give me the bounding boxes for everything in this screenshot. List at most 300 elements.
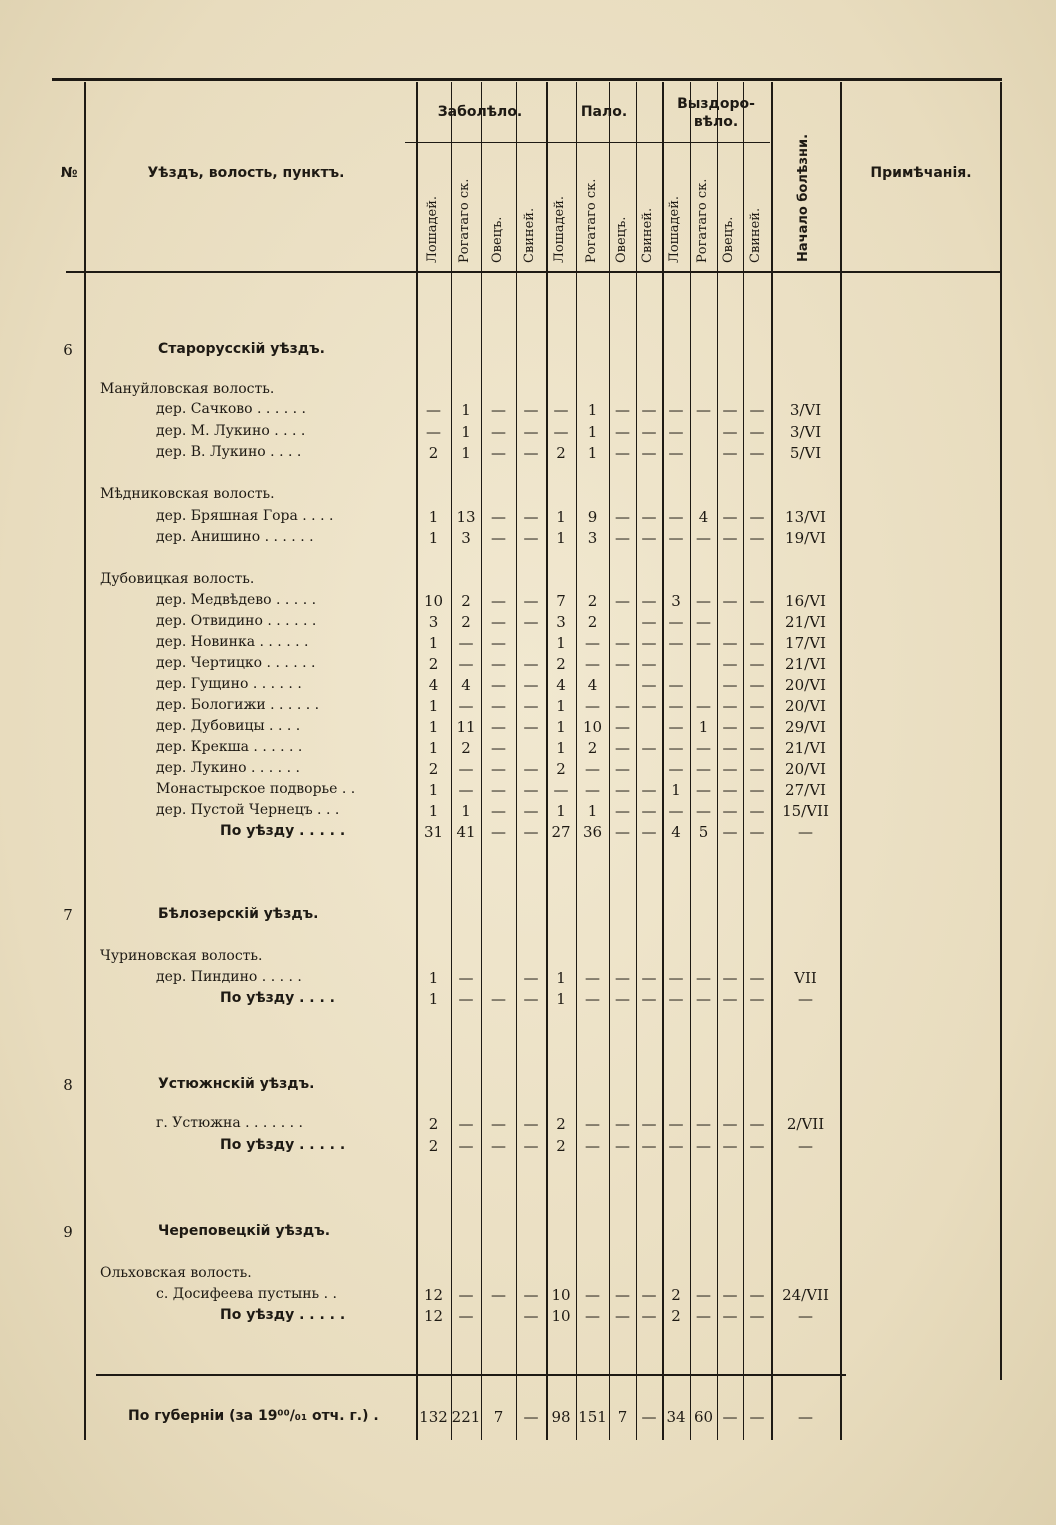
table-cell: — xyxy=(641,634,657,652)
table-cell: 2 xyxy=(587,739,598,757)
table-cell: 1 xyxy=(461,802,471,820)
table-cell: — xyxy=(615,444,630,462)
table-cell: — xyxy=(458,697,474,715)
table-cell: — xyxy=(696,1137,711,1155)
table-cell: — xyxy=(615,739,630,757)
table-cell: — xyxy=(722,1115,738,1133)
grand-total-cell: — xyxy=(523,1408,539,1426)
table-cell: — xyxy=(668,718,684,736)
table-cell: — xyxy=(668,508,684,526)
table-cell: 3 xyxy=(461,529,471,547)
table-cell: — xyxy=(426,423,441,441)
table-cell: — xyxy=(722,655,738,673)
table-cell: — xyxy=(722,676,738,694)
livestock-disease-table xyxy=(52,78,1002,1440)
table-cell: 10 xyxy=(551,1307,571,1325)
volost-name: Ольховская волость. xyxy=(100,1265,252,1281)
grand-total-cell: 7 xyxy=(493,1408,504,1426)
place-name: дер. Анишино . . . . . . xyxy=(156,529,314,545)
table-cell: — xyxy=(668,739,684,757)
table-cell: — xyxy=(696,969,711,987)
header-fell-ill: Заболѣло. xyxy=(437,104,523,120)
table-cell: 2 xyxy=(587,613,598,631)
table-cell: — xyxy=(615,718,630,736)
header-cattle-1: Рогатаго ск. xyxy=(457,178,472,263)
table-cell: — xyxy=(491,1137,506,1155)
table-cell: — xyxy=(615,990,630,1008)
table-cell: 1 xyxy=(428,508,439,526)
table-cell: — xyxy=(668,676,684,694)
table-cell: 13 xyxy=(456,508,476,526)
table-cell: 9 xyxy=(587,508,598,526)
table-cell: 2 xyxy=(461,739,471,757)
table-cell: 3 xyxy=(671,592,681,610)
table-cell: 2 xyxy=(428,1115,439,1133)
header-horses-1: Лошадей. xyxy=(424,195,440,263)
uezd-name: Бѣлозерскій уѣздъ. xyxy=(158,906,319,922)
table-cell: — xyxy=(749,990,765,1008)
table-cell: — xyxy=(749,969,765,987)
table-cell: — xyxy=(491,781,506,799)
table-cell: — xyxy=(668,401,684,419)
table-cell: — xyxy=(458,1286,474,1304)
table-cell: — xyxy=(615,823,630,841)
table-cell: 1 xyxy=(428,697,439,715)
table-cell: — xyxy=(615,423,630,441)
table-cell: — xyxy=(641,508,657,526)
table-cell: — xyxy=(641,401,657,419)
onset-date: 15/VII xyxy=(782,802,829,820)
place-name: дер. Сачково . . . . . . xyxy=(156,401,306,417)
table-cell: 31 xyxy=(423,823,444,841)
table-cell: — xyxy=(615,592,630,610)
table-cell: 1 xyxy=(428,781,439,799)
table-cell: 2 xyxy=(428,655,439,673)
table-cell: — xyxy=(641,781,657,799)
table-cell: — xyxy=(749,802,765,820)
table-cell: — xyxy=(668,1137,684,1155)
table-cell: — xyxy=(491,423,506,441)
table-cell: 3 xyxy=(587,529,598,547)
onset-date: 29/VI xyxy=(785,718,826,736)
table-cell: — xyxy=(722,697,738,715)
onset-date: 16/VI xyxy=(785,592,826,610)
table-cell: — xyxy=(722,969,738,987)
header-died: Пало. xyxy=(580,104,628,120)
onset-date: 3/VI xyxy=(789,401,822,419)
onset-date: 21/VI xyxy=(785,655,826,673)
table-cell: — xyxy=(458,1115,474,1133)
table-cell: — xyxy=(696,529,711,547)
table-cell: — xyxy=(641,1286,657,1304)
table-cell: — xyxy=(722,529,738,547)
table-cell: 1 xyxy=(556,739,566,757)
table-cell: 1 xyxy=(587,444,598,462)
table-cell: — xyxy=(668,613,684,631)
table-cell: — xyxy=(615,760,630,778)
table-cell: — xyxy=(523,401,539,419)
table-cell: — xyxy=(615,1307,630,1325)
table-cell: — xyxy=(458,655,474,673)
table-cell: — xyxy=(696,802,711,820)
table-cell: 10 xyxy=(582,718,603,736)
grand-total-onset: — xyxy=(798,1408,813,1426)
table-cell: 1 xyxy=(556,990,566,1008)
table-cell: — xyxy=(491,760,506,778)
table-cell: — xyxy=(641,423,657,441)
table-cell: — xyxy=(722,781,738,799)
table-cell: — xyxy=(641,739,657,757)
table-cell: 1 xyxy=(587,802,598,820)
table-cell: — xyxy=(668,1115,684,1133)
rule-onset-right xyxy=(840,82,842,1440)
place-name: с. Досифеева пустынь . . xyxy=(156,1286,337,1302)
table-cell: — xyxy=(615,655,630,673)
table-cell: — xyxy=(668,990,684,1008)
table-cell: — xyxy=(523,1286,539,1304)
table-cell: — xyxy=(722,592,738,610)
place-name: дер. Медвѣдево . . . . . xyxy=(156,592,317,608)
table-cell: — xyxy=(749,529,765,547)
table-cell: — xyxy=(426,401,441,419)
table-cell: — xyxy=(458,1307,474,1325)
table-cell: — xyxy=(491,1286,506,1304)
table-cell: 3 xyxy=(556,613,566,631)
table-cell: 1 xyxy=(556,634,566,652)
table-cell: — xyxy=(749,1115,765,1133)
table-cell: — xyxy=(523,990,539,1008)
table-cell: — xyxy=(523,508,539,526)
table-cell: — xyxy=(749,697,765,715)
table-cell: — xyxy=(523,760,539,778)
grand-total-label: По губерніи (за 19⁰⁰/₀₁ отч. г.) . xyxy=(128,1408,379,1424)
table-cell: — xyxy=(749,401,765,419)
uezd-name: Старорусскій уѣздъ. xyxy=(158,341,325,357)
table-cell: — xyxy=(668,697,684,715)
table-cell: — xyxy=(585,634,600,652)
table-cell: 36 xyxy=(582,823,603,841)
grand-total-cell: 151 xyxy=(578,1408,607,1426)
table-cell: — xyxy=(668,634,684,652)
place-name: дер. Бряшная Гора . . . . xyxy=(156,508,334,524)
table-cell: — xyxy=(696,990,711,1008)
table-cell: — xyxy=(749,676,765,694)
table-cell: — xyxy=(668,444,684,462)
grand-total-cell: 60 xyxy=(693,1408,714,1426)
table-cell: — xyxy=(668,802,684,820)
table-cell: — xyxy=(722,1286,738,1304)
table-cell: — xyxy=(491,990,506,1008)
grand-total-cell: — xyxy=(722,1408,738,1426)
table-cell: — xyxy=(491,444,506,462)
table-cell: 2 xyxy=(461,613,471,631)
header-sheep-3: Овецъ. xyxy=(721,216,736,263)
place-name: дер. Гущино . . . . . . xyxy=(156,676,302,692)
table-cell: — xyxy=(641,1137,657,1155)
table-cell: — xyxy=(722,760,738,778)
uezd-total-label: По уѣзду . . . . . xyxy=(220,823,346,839)
table-cell: — xyxy=(491,613,506,631)
table-cell: — xyxy=(523,697,539,715)
header-name: Уѣздъ, волость, пунктъ. xyxy=(147,165,345,181)
table-cell: — xyxy=(615,401,630,419)
table-cell: 2 xyxy=(556,1137,566,1155)
header-sheep-1: Овецъ. xyxy=(489,216,505,263)
header-horses-3: Лошадей. xyxy=(667,195,682,263)
table-cell: — xyxy=(615,802,630,820)
table-cell: — xyxy=(749,423,765,441)
table-cell: — xyxy=(585,1137,600,1155)
place-name: Монастырское подворье . . xyxy=(156,781,356,797)
table-cell: — xyxy=(722,990,738,1008)
table-cell: — xyxy=(458,634,474,652)
header-bottom-rule xyxy=(66,271,1002,273)
table-cell: 1 xyxy=(587,401,598,419)
onset-date: 27/VI xyxy=(785,781,826,799)
table-cell: — xyxy=(523,823,539,841)
table-cell: 1 xyxy=(556,508,566,526)
table-cell: — xyxy=(585,760,600,778)
table-cell: — xyxy=(696,634,711,652)
grand-total-cell: 7 xyxy=(617,1408,628,1426)
table-cell: — xyxy=(491,739,506,757)
table-cell: — xyxy=(749,781,765,799)
table-cell: — xyxy=(491,401,506,419)
table-cell: — xyxy=(749,739,765,757)
grand-total-cell: 98 xyxy=(551,1408,571,1426)
table-cell: 1 xyxy=(556,529,566,547)
table-cell: — xyxy=(553,781,569,799)
table-cell: — xyxy=(523,969,539,987)
table-cell: 2 xyxy=(428,1137,439,1155)
table-cell: 1 xyxy=(556,802,566,820)
table-cell: — xyxy=(641,444,657,462)
table-cell: — xyxy=(523,613,539,631)
table-cell: — xyxy=(722,401,738,419)
table-cell: — xyxy=(696,697,711,715)
table-cell: 2 xyxy=(556,655,566,673)
header-cattle-3: Рогатаго ск. xyxy=(694,178,710,263)
table-cell: — xyxy=(458,781,474,799)
header-pigs-3: Свиней. xyxy=(748,207,763,263)
header-notes: Примѣчанія. xyxy=(870,165,972,181)
table-cell: — xyxy=(491,676,506,694)
table-cell: 1 xyxy=(428,529,439,547)
grand-total-cell: 34 xyxy=(666,1408,686,1426)
table-cell: — xyxy=(615,969,630,987)
table-cell: 1 xyxy=(461,444,471,462)
onset-date: 13/VI xyxy=(785,508,826,526)
table-cell: 1 xyxy=(556,697,566,715)
table-cell: — xyxy=(523,802,539,820)
table-cell: — xyxy=(641,1115,657,1133)
place-name: дер. Чертицко . . . . . . xyxy=(156,655,316,671)
table-cell: — xyxy=(749,444,765,462)
group-rule-2 xyxy=(545,142,660,143)
table-cell: — xyxy=(523,1307,539,1325)
table-cell: — xyxy=(641,1307,657,1325)
table-cell: — xyxy=(615,1137,630,1155)
table-cell: — xyxy=(523,655,539,673)
onset-date: — xyxy=(798,823,813,841)
table-cell: 1 xyxy=(428,802,439,820)
rule-col-7 xyxy=(636,82,637,1440)
table-cell: 1 xyxy=(556,969,566,987)
table-cell: 2 xyxy=(556,1115,566,1133)
table-cell: — xyxy=(523,781,539,799)
table-cell: — xyxy=(491,508,506,526)
table-cell: — xyxy=(749,823,765,841)
table-cell: — xyxy=(696,613,711,631)
place-name: дер. Новинка . . . . . . xyxy=(156,634,309,650)
table-cell: — xyxy=(615,781,630,799)
table-cell: — xyxy=(641,823,657,841)
table-cell: 2 xyxy=(556,444,566,462)
table-cell: — xyxy=(722,739,738,757)
uezd-name: Череповецкій уѣздъ. xyxy=(158,1223,331,1239)
grand-total-cell: 132 xyxy=(419,1408,448,1426)
volost-name: Дубовицкая волость. xyxy=(100,571,255,587)
table-cell: 5 xyxy=(698,823,709,841)
table-cell: — xyxy=(696,781,711,799)
table-cell: — xyxy=(585,990,600,1008)
header-number: № xyxy=(60,165,78,181)
onset-date: 5/VI xyxy=(789,444,822,462)
table-cell: 4 xyxy=(428,676,439,694)
table-cell: — xyxy=(749,634,765,652)
uezd-total-label: По уѣзду . . . . xyxy=(220,990,335,1006)
table-cell: 1 xyxy=(461,423,471,441)
table-cell: — xyxy=(668,529,684,547)
table-cell: 41 xyxy=(456,823,476,841)
volost-name: Чуриновская волость. xyxy=(100,948,263,964)
onset-date: 20/VI xyxy=(785,697,826,715)
table-cell: — xyxy=(749,508,765,526)
table-cell: — xyxy=(458,1137,474,1155)
group-rule-3 xyxy=(660,142,770,143)
table-cell: — xyxy=(749,655,765,673)
onset-date: 20/VI xyxy=(785,676,826,694)
table-cell: 4 xyxy=(587,676,598,694)
table-cell: — xyxy=(641,969,657,987)
table-cell: — xyxy=(615,1115,630,1133)
table-cell: — xyxy=(523,676,539,694)
table-cell: — xyxy=(615,529,630,547)
header-cattle-2: Рогатаго ск. xyxy=(583,178,599,263)
table-cell: — xyxy=(491,718,506,736)
table-cell: 1 xyxy=(461,401,471,419)
table-cell: 4 xyxy=(556,676,566,694)
table-cell: — xyxy=(722,444,738,462)
table-cell: 2 xyxy=(556,760,566,778)
header-onset: Начало болѣзни. xyxy=(796,133,811,262)
table-cell: — xyxy=(641,990,657,1008)
header-recovered: Выздоро- вѣло. xyxy=(677,96,755,130)
table-cell: 1 xyxy=(428,718,439,736)
table-cell: — xyxy=(722,423,738,441)
table-cell: — xyxy=(641,676,657,694)
table-cell: — xyxy=(585,781,600,799)
header-sheep-2: Овецъ. xyxy=(613,216,629,263)
table-cell: — xyxy=(491,823,506,841)
grand-total-cell: 221 xyxy=(451,1408,481,1426)
table-cell: — xyxy=(523,444,539,462)
table-cell: — xyxy=(722,1137,738,1155)
table-cell: — xyxy=(458,990,474,1008)
table-cell: — xyxy=(585,1286,600,1304)
table-cell: 2 xyxy=(587,592,598,610)
place-name: дер. М. Лукино . . . . xyxy=(156,423,306,439)
table-cell: — xyxy=(696,760,711,778)
table-cell: 4 xyxy=(671,823,681,841)
header-top-rule xyxy=(52,78,1002,81)
table-cell: — xyxy=(523,1115,539,1133)
group-rule-1 xyxy=(405,142,545,143)
table-cell: — xyxy=(641,697,657,715)
onset-date: — xyxy=(798,1137,813,1155)
uezd-total-label: По уѣзду . . . . . xyxy=(220,1307,346,1323)
table-cell: — xyxy=(491,1115,506,1133)
grand-total-cell: — xyxy=(749,1408,765,1426)
onset-date: 17/VI xyxy=(785,634,826,652)
table-cell: — xyxy=(668,969,684,987)
place-name: дер. Отвидино . . . . . . xyxy=(156,613,317,629)
table-cell: 1 xyxy=(428,634,439,652)
table-cell: 7 xyxy=(556,592,566,610)
table-cell: — xyxy=(491,697,506,715)
table-cell: — xyxy=(615,634,630,652)
table-cell: 2 xyxy=(671,1307,681,1325)
table-cell: — xyxy=(523,592,539,610)
table-cell: — xyxy=(696,1286,711,1304)
table-cell: — xyxy=(696,1115,711,1133)
place-name: дер. В. Лукино . . . . xyxy=(156,444,302,460)
table-cell: — xyxy=(722,802,738,820)
table-cell: — xyxy=(641,529,657,547)
table-cell: — xyxy=(523,718,539,736)
place-name: дер. Дубовицы . . . . xyxy=(156,718,301,734)
uezd-total-label: По уѣзду . . . . . xyxy=(220,1137,346,1153)
table-cell: 27 xyxy=(551,823,571,841)
table-cell: — xyxy=(668,423,684,441)
uezd-name: Устюжнскій уѣздъ. xyxy=(158,1076,315,1092)
table-cell: — xyxy=(491,529,506,547)
table-cell: — xyxy=(641,613,657,631)
volost-name: Мануйловская волость. xyxy=(100,381,275,397)
grand-total-cell: — xyxy=(641,1408,657,1426)
table-cell: — xyxy=(722,1307,738,1325)
table-cell: — xyxy=(585,697,600,715)
table-cell: 1 xyxy=(671,781,681,799)
onset-date: — xyxy=(798,990,813,1008)
table-cell: — xyxy=(523,1137,539,1155)
table-cell: 10 xyxy=(551,1286,571,1304)
table-cell: — xyxy=(749,592,765,610)
place-name: дер. Бологижи . . . . . . xyxy=(156,697,320,713)
table-cell: 1 xyxy=(556,718,566,736)
table-cell: 11 xyxy=(456,718,476,736)
table-cell: — xyxy=(615,697,630,715)
onset-date: 21/VI xyxy=(785,613,826,631)
grand-total-rule xyxy=(96,1374,846,1376)
table-cell: 2 xyxy=(428,444,439,462)
table-cell: — xyxy=(491,634,506,652)
table-cell: — xyxy=(749,1137,765,1155)
place-name: дер. Лукино . . . . . . xyxy=(156,760,300,776)
onset-date: 24/VII xyxy=(782,1286,829,1304)
table-cell: — xyxy=(523,529,539,547)
header-horses-2: Лошадей. xyxy=(552,195,567,263)
